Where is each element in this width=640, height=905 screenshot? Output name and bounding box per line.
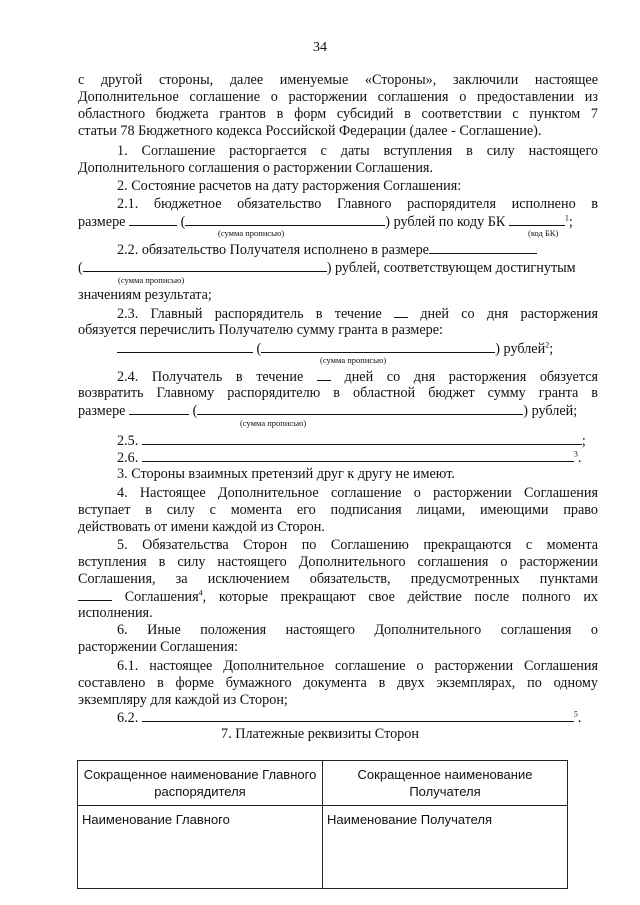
caption-sum-words: (сумма прописью) (320, 355, 387, 365)
clause-2-4-line-3 (78, 402, 598, 420)
clause-2-2-text: ) рублей, соответствующем достигнутым (326, 260, 576, 276)
clause-2-4-line-2: возвратить Главному распорядителю в областной бюджет сумму гранта в (78, 385, 598, 401)
period: . (577, 710, 582, 726)
clause-2-1-line-2 (78, 213, 598, 231)
clause-6-2-line (117, 709, 598, 727)
amount-blank[interactable] (117, 340, 253, 353)
caption-sum-words: (сумма прописью) (118, 275, 185, 285)
clause-2-4-line-1 (117, 368, 598, 386)
amount-words-blank[interactable] (83, 259, 327, 272)
clause-5-line-4 (78, 588, 598, 606)
footnote-ref-5: 5 (573, 709, 578, 719)
clause-2-4-text: 2.4. Получатель в течение (117, 369, 304, 385)
clause-2-2-line-1 (117, 241, 598, 259)
intro-line-2: Дополнительное соглашение о расторжении соглашения о предоставлении из (78, 89, 598, 105)
page-number: 34 (313, 40, 327, 55)
clause-2-1-text: ) рублей по коду БК (385, 214, 506, 230)
clause-5-line-3: Соглашения, за исключением обязательств, предусмотренных пунктами (78, 571, 598, 587)
paren-open: ( (180, 214, 186, 230)
clause-2-line-1: 2. Состояние расчетов на дату расторжения Соглашения: (117, 178, 462, 194)
cell-main-manager-name: Наименование Главного (78, 806, 323, 889)
table-header-row (78, 761, 568, 806)
caption-bk-code: (код БК) (528, 228, 559, 238)
clause-6-2-number: 6.2. (117, 710, 139, 726)
clause-6-line-1: 6. Иные положения настоящего Дополнительного соглашения о (117, 622, 598, 638)
clause-6-line-2: расторжении Соглашения: (78, 639, 239, 655)
clause-2-4-text-3: размере (78, 403, 126, 419)
footnote-ref-2: 2 (545, 340, 550, 350)
clause-2-6-line (117, 449, 598, 467)
clause-2-6-number: 2.6. (117, 450, 139, 466)
clause-2-5-number: 2.5. (117, 433, 139, 449)
bk-code-blank[interactable] (509, 213, 565, 226)
clauses-blank[interactable] (78, 588, 112, 601)
amount-words-blank[interactable] (261, 340, 495, 353)
clause-4-line-1: 4. Настоящее Дополнительное соглашение о расторжении Соглашения (117, 485, 598, 501)
paren-open: ( (192, 403, 198, 419)
clause-2-3-text: 2.3. Главный распорядитель в течение (117, 306, 382, 322)
clause-5-line-1: 5. Обязательства Сторон по Соглашению прекращаются с момента (117, 537, 598, 553)
clause-4-line-3: действовать от имени каждой из Сторон. (78, 519, 325, 535)
semicolon: ; (568, 214, 573, 230)
caption-sum-words: (сумма прописью) (240, 418, 307, 428)
clause-5-text-2: , которые прекращают свое действие после полного их (202, 589, 599, 605)
amount-words-blank[interactable] (197, 402, 523, 415)
clause-2-3-line-2: обязуется перечислить Получателю сумму гранта в размере: (78, 322, 443, 338)
period: . (577, 450, 582, 466)
clause-6-1-line-1: 6.1. настоящее Дополнительное соглашение о расторжении Соглашения (117, 658, 598, 674)
footnote-ref-4: 4 (198, 588, 203, 598)
clause-2-4-text-4: ) рублей; (523, 403, 578, 419)
clause-6-2-blank[interactable] (142, 709, 574, 722)
clause-5-text: Соглашения (124, 589, 199, 605)
clause-5-line-2: вступления в силу настоящего Дополнительного соглашения о расторжении (78, 554, 598, 570)
clause-2-3-line-1 (117, 305, 598, 323)
days-blank[interactable] (394, 305, 408, 318)
section-7-title: 7. Платежные реквизиты Сторон (221, 726, 419, 742)
days-blank[interactable] (317, 368, 331, 381)
caption-sum-words: (сумма прописью) (218, 228, 285, 238)
cell-recipient-name: Наименование Получателя (323, 806, 568, 889)
clause-2-2-line-3: значениям результата; (78, 287, 212, 303)
paren-open: ( (256, 341, 262, 357)
clause-2-5-line (117, 432, 598, 450)
footnote-ref-1: 1 (564, 213, 569, 223)
header-cell-recipient: Сокращенное наименование Получателя (323, 761, 568, 806)
clause-2-2-text: 2.2. обязательство Получателя исполнено в размере (117, 242, 429, 258)
footnote-ref-3: 3 (573, 449, 578, 459)
clause-6-1-line-3: экземпляру для каждой из Сторон; (78, 692, 288, 708)
clause-2-5-blank[interactable] (142, 432, 582, 445)
clause-2-1-label: размере (78, 214, 126, 230)
clause-4-line-2: вступает в силу с момента его подписания лицами, имеющими право (78, 502, 598, 518)
payment-details-table (77, 760, 568, 889)
semicolon: ; (549, 341, 554, 357)
table-row (78, 806, 568, 889)
amount-words-blank[interactable] (185, 213, 385, 226)
clause-2-1-line-1: 2.1. бюджетное обязательство Главного распорядителя исполнено в (117, 196, 598, 212)
header-cell-main-manager: Сокращенное наименование Главного распорядителя (78, 761, 323, 806)
semicolon: ; (581, 433, 586, 449)
clause-2-3-text-2: дней со дня расторжения (420, 306, 598, 322)
intro-line-4: статьи 78 Бюджетного кодекса Российской Федерации (далее - Соглашение). (78, 123, 542, 139)
intro-line-1: с другой стороны, далее именуемые «Стороны», заключили настоящее (78, 72, 598, 88)
clause-1-line-1: 1. Соглашение расторгается с даты вступления в силу настоящего (117, 143, 598, 159)
clause-2-4-text-2: дней со дня расторжения обязуется (344, 369, 599, 385)
paren-open: ( (78, 260, 83, 276)
amount-blank[interactable] (129, 402, 189, 415)
amount-blank[interactable] (429, 241, 537, 254)
clause-3-line: 3. Стороны взаимных претензий друг к другу не имеют. (117, 466, 455, 482)
clause-5-line-5: исполнения. (78, 605, 153, 621)
intro-line-3: областного бюджета грантов в форм субсидий в соответствии с пунктом 7 (78, 106, 598, 122)
clause-6-1-line-2: составлено в форме бумажного документа в двух экземплярах, по одному (78, 675, 598, 691)
clause-1-line-2: Дополнительного соглашения о расторжении Соглашения. (78, 160, 433, 176)
amount-blank[interactable] (129, 213, 177, 226)
clause-2-6-blank[interactable] (142, 449, 574, 462)
clause-2-3-text-3: ) рублей (495, 341, 546, 357)
